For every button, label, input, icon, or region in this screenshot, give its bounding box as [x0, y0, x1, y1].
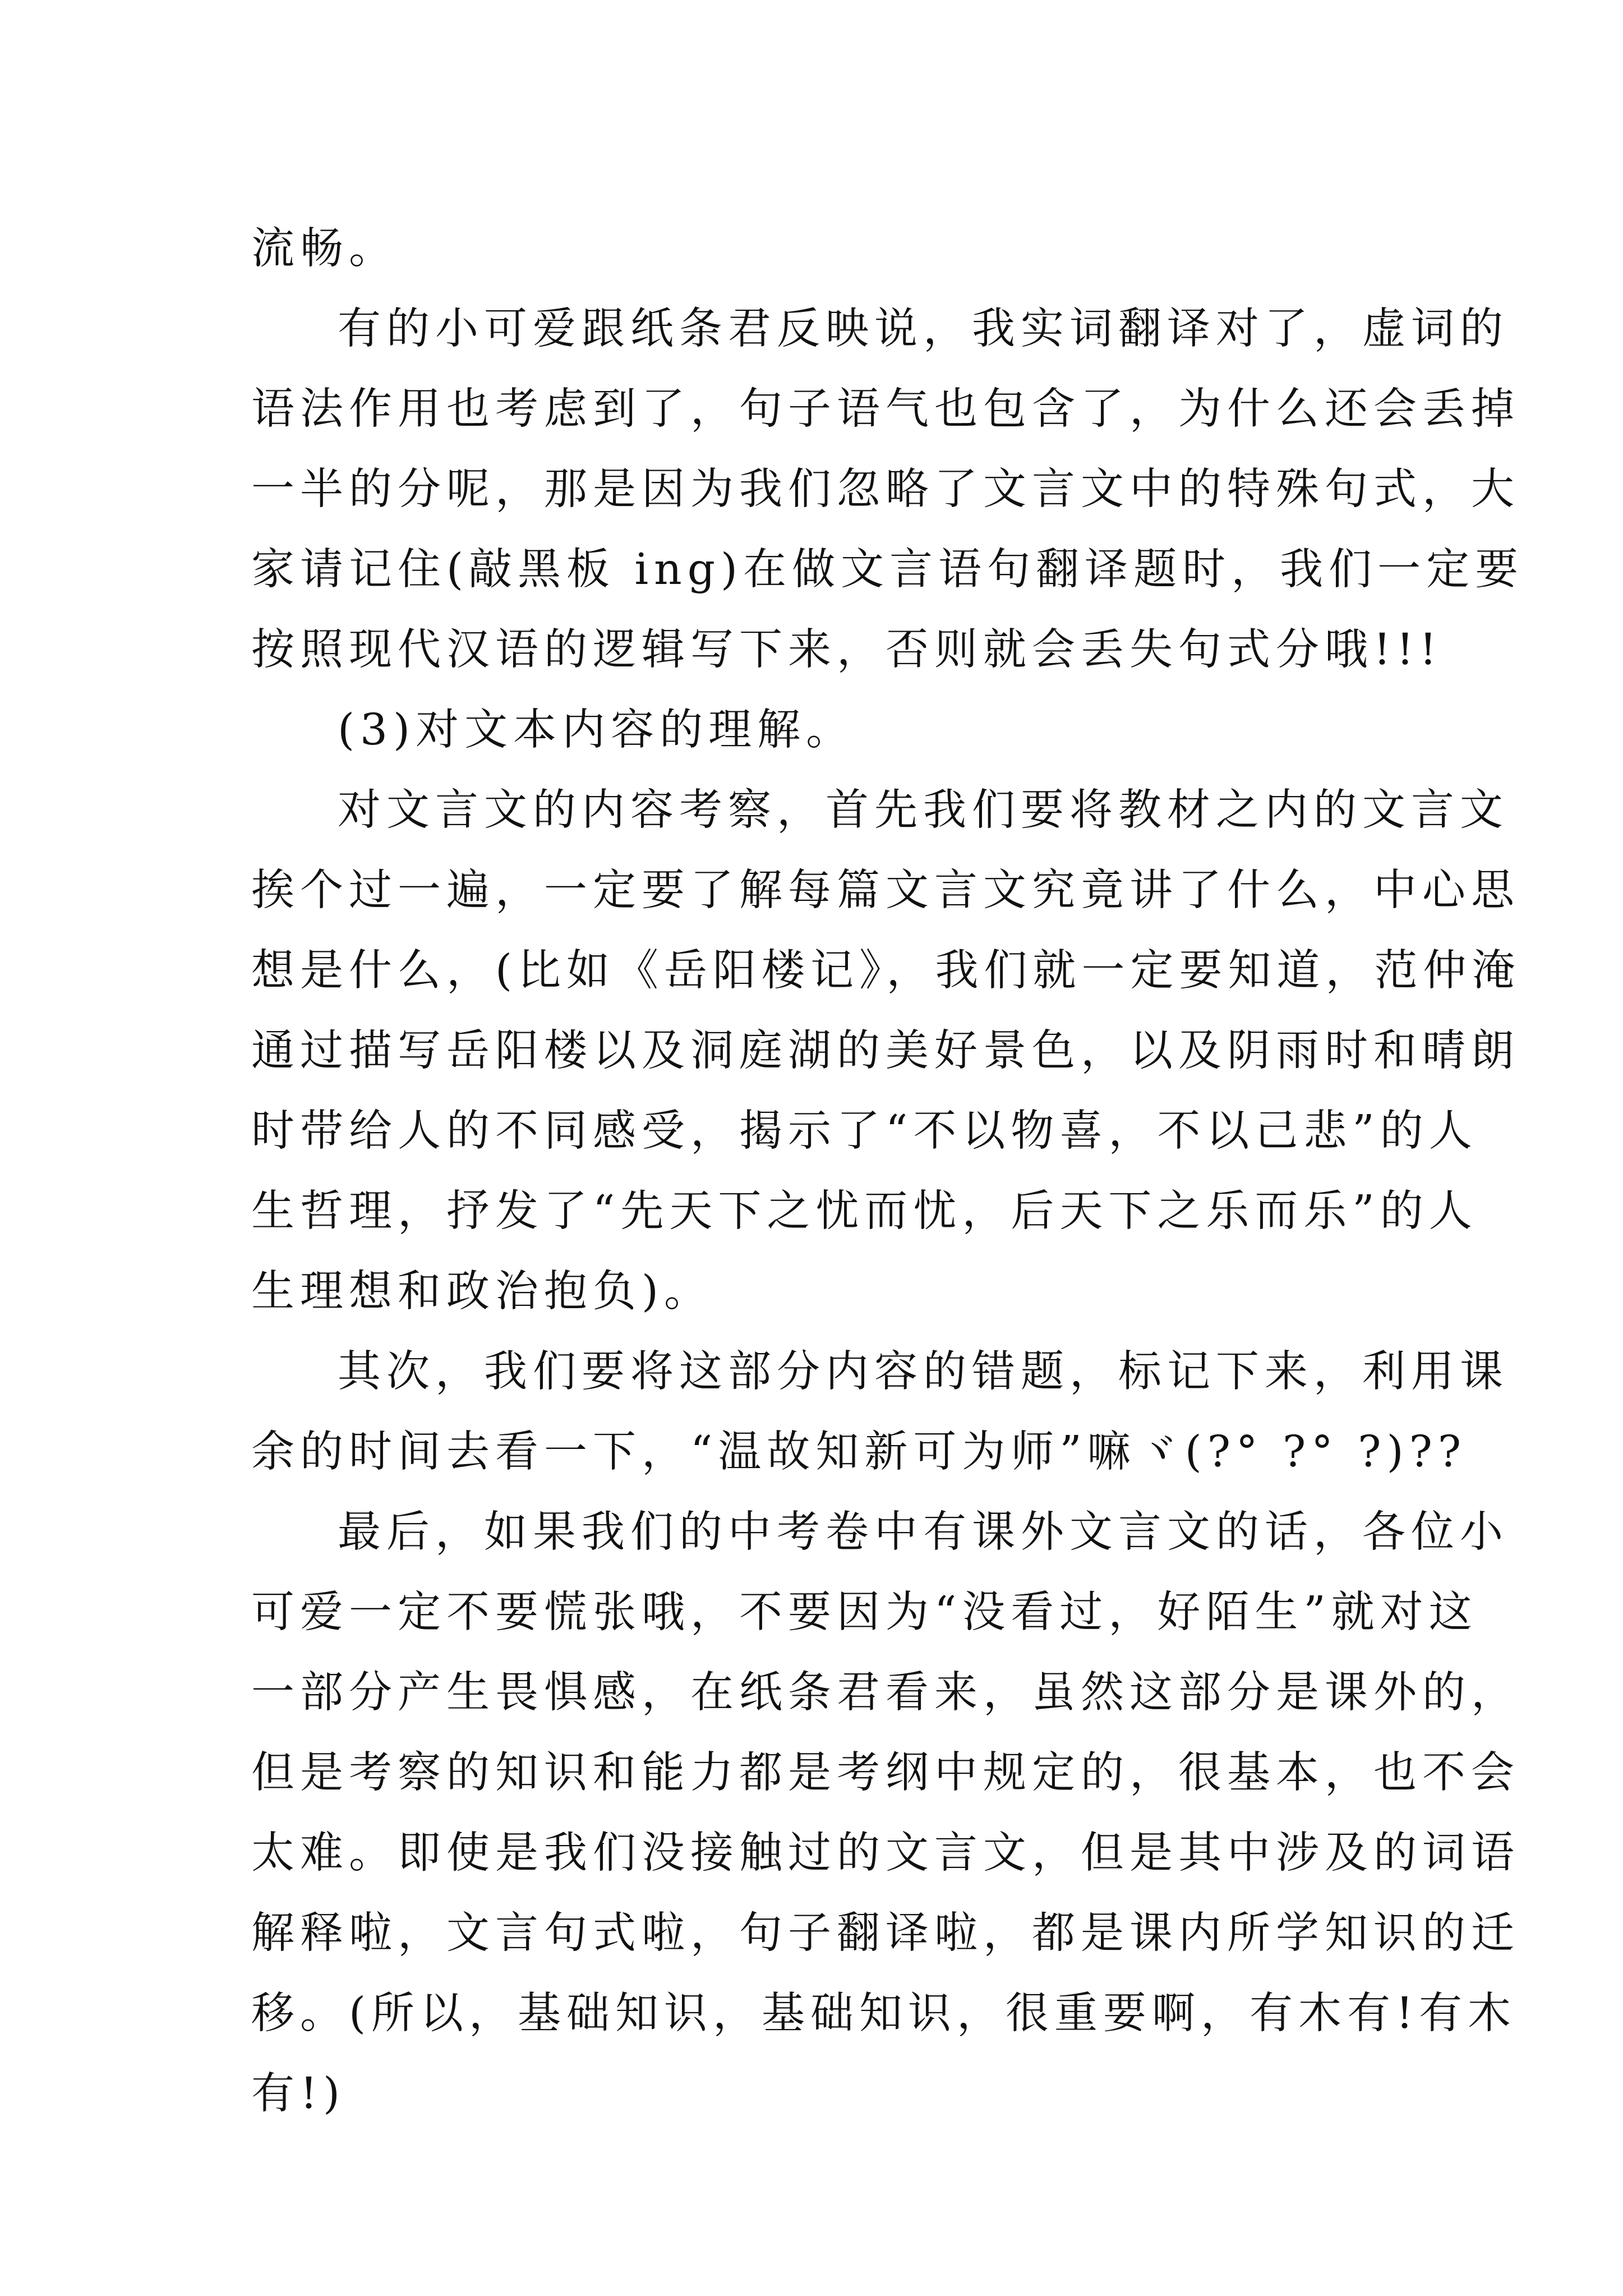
- section-heading: (3)对文本内容的理解。: [338, 705, 855, 755]
- text-line: 最后，如果我们的中考卷中有课外文言文的话，各位小: [338, 1507, 1509, 1557]
- text-line: 通过描写岳阳楼以及洞庭湖的美好景色，以及阴雨时和晴朗: [251, 1026, 1520, 1076]
- text-line: 想是什么，(比如《岳阳楼记》，我们就一定要知道，范仲淹: [251, 946, 1521, 996]
- text-line: 家请记住(敲黑板 ing)在做文言语句翻译题时，我们一定要: [251, 545, 1524, 595]
- text-line: 其次，我们要将这部分内容的错题，标记下来，利用课: [338, 1347, 1509, 1397]
- text-line: 余的时间去看一下，“温故知新可为师”嘛ヾ(?° ?° ?)??: [251, 1427, 1467, 1477]
- text-line: 按照现代汉语的逻辑写下来，否则就会丢失句式分哦!!!: [251, 625, 1442, 675]
- text-line: 一半的分呢，那是因为我们忽略了文言文中的特殊句式，大: [251, 464, 1520, 514]
- text-line: 解释啦，文言句式啦，句子翻译啦，都是课内所学知识的迁: [251, 1908, 1520, 1958]
- text-line: 生哲理，抒发了“先天下之忧而忧，后天下之乐而乐”的人: [251, 1186, 1478, 1236]
- text-line: 有!): [251, 2069, 345, 2119]
- text-line: 时带给人的不同感受，揭示了“不以物喜，不以己悲”的人: [251, 1106, 1478, 1156]
- text-line: 太难。即使是我们没接触过的文言文，但是其中涉及的词语: [251, 1828, 1520, 1878]
- text-line: 有的小可爱跟纸条君反映说，我实词翻译对了，虚词的: [338, 304, 1509, 354]
- text-line: 但是考察的知识和能力都是考纲中规定的，很基本，也不会: [251, 1748, 1520, 1798]
- text-line: 挨个过一遍，一定要了解每篇文言文究竟讲了什么，中心思: [251, 866, 1520, 915]
- text-line: 一部分产生畏惧感，在纸条君看来，虽然这部分是课外的，: [251, 1668, 1520, 1718]
- text-line: 语法作用也考虑到了，句子语气也包含了，为什么还会丢掉: [251, 384, 1520, 434]
- text-line: 流畅。: [251, 224, 398, 274]
- text-line: 对文言文的内容考察，首先我们要将教材之内的文言文: [338, 785, 1509, 835]
- body-text: [251, 209, 1524, 2134]
- text-line: 移。(所以，基础知识，基础知识，很重要啊，有木有!有木: [251, 1989, 1516, 2039]
- text-line: 生理想和政治抱负)。: [251, 1267, 713, 1317]
- text-line: 可爱一定不要慌张哦，不要因为“没看过，好陌生”就对这: [251, 1588, 1478, 1637]
